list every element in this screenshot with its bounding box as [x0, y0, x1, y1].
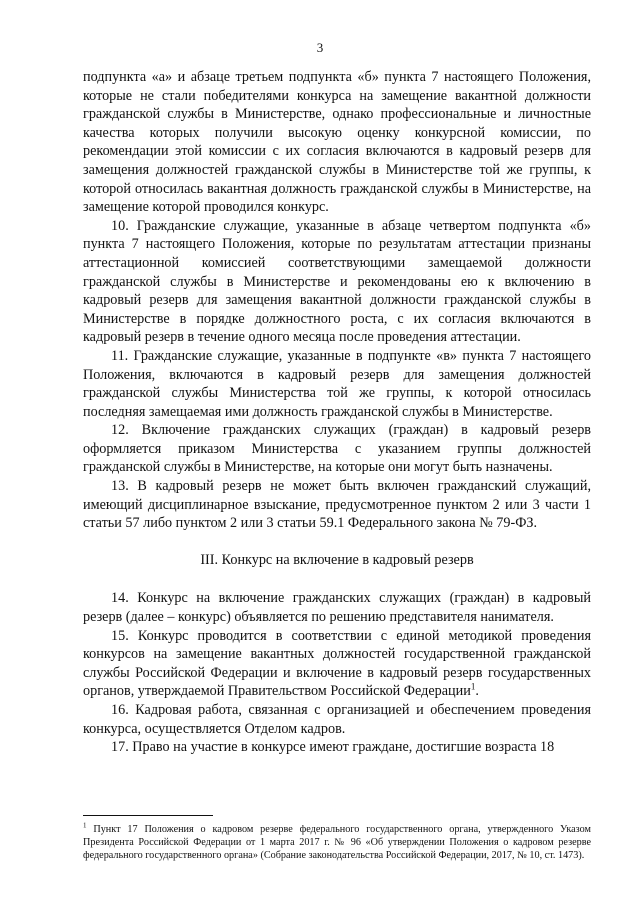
footnote-text: Пункт 17 Положения о кадровом резерве федерального государственного органа, утвержденного Указом Президента Российской Федерации от 1 марта 2017 г. № 96 «Об утверждении Положения о кадровом резерве федерального государственного органа» (Собрание законодательства Российской Федерации, 2017, № 10, ст. 1473).	[83, 824, 591, 862]
paragraph-11: 11. Гражданские служащие, указанные в подпункте «в» пункта 7 настоящего Положения, включаются в кадровый резерв для замещения должностей гражданской службы Министерства той же группы, к которой относилась последняя замещаемая ими должность гражданской службы в Министерстве.	[83, 347, 591, 420]
paragraph-15-text: 15. Конкурс проводится в соответствии с единой методикой проведения конкурсов на замещение вакантных должностей государственной гражданской службы Российской Федерации и включение в кадровый резерв государственных органов, утверждаемой Правительством Российской Федерации	[83, 627, 591, 700]
footnote-reference[interactable]: 1	[470, 681, 476, 692]
paragraph-continuation: подпункта «а» и абзаце третьем подпункта «б» пункта 7 настоящего Положения, которые не стали победителями конкурса на замещение вакантной должности гражданской службы в Министерстве, однако профессиональные и личностные качества которых получили высокую оценку конкурсной комиссии, по рекомендации этой комиссии с их согласия включаются в кадровый резерв для замещения должностей гражданской службы в Министерстве той же группы, к которой относилась вакантная должность гражданской службы в Министерстве, на замещение которой проводился конкурс.	[83, 69, 591, 216]
paragraph-16: 16. Кадровая работа, связанная с организацией и обеспечением проведения конкурса, осуществляется Отделом кадров.	[83, 702, 591, 737]
document-body	[83, 68, 591, 757]
section-heading: III. Конкурс на включение в кадровый резерв	[200, 551, 474, 568]
footnote	[83, 823, 591, 863]
paragraph-12: 12. Включение гражданских служащих (граждан) в кадровый резерв оформляется приказом Министерства с указанием группы должностей гражданской службы в Министерстве, на которые они могут быть назначены.	[83, 422, 591, 476]
paragraph-15	[83, 627, 591, 701]
paragraph-17: 17. Право на участие в конкурсе имеют граждане, достигшие возраста 18	[111, 739, 555, 756]
footnote-divider	[83, 815, 213, 816]
page-number: 3	[316, 40, 324, 55]
paragraph-10: 10. Гражданские служащие, указанные в абзаце четвертом подпункта «б» пункта 7 настоящего Положения, которые по результатам аттестации признаны аттестационной комиссией соответствующими замещаемой должности гражданской службы в Министерстве и рекомендованы ею к включению в кадровый резерв для замещения вакантной должности гражданской службы в Министерстве в порядке должностного роста, с их согласия включаются в кадровый резерв в течение одного месяца после проведения аттестации.	[83, 217, 591, 346]
paragraph-14: 14. Конкурс на включение гражданских служащих (граждан) в кадровый резерв (далее – конкурс) объявляется по решению представителя нанимателя.	[83, 590, 591, 626]
paragraph-15-end: .	[475, 683, 479, 700]
footnote-marker: 1	[83, 821, 87, 830]
paragraph-13: 13. В кадровый резерв не может быть включен гражданский служащий, имеющий дисциплинарное взыскание, предусмотренное пунктом 2 или 3 части 1 статьи 57 либо пунктом 2 или 3 статьи 59.1 Федерального закона № 79-ФЗ.	[83, 478, 591, 532]
